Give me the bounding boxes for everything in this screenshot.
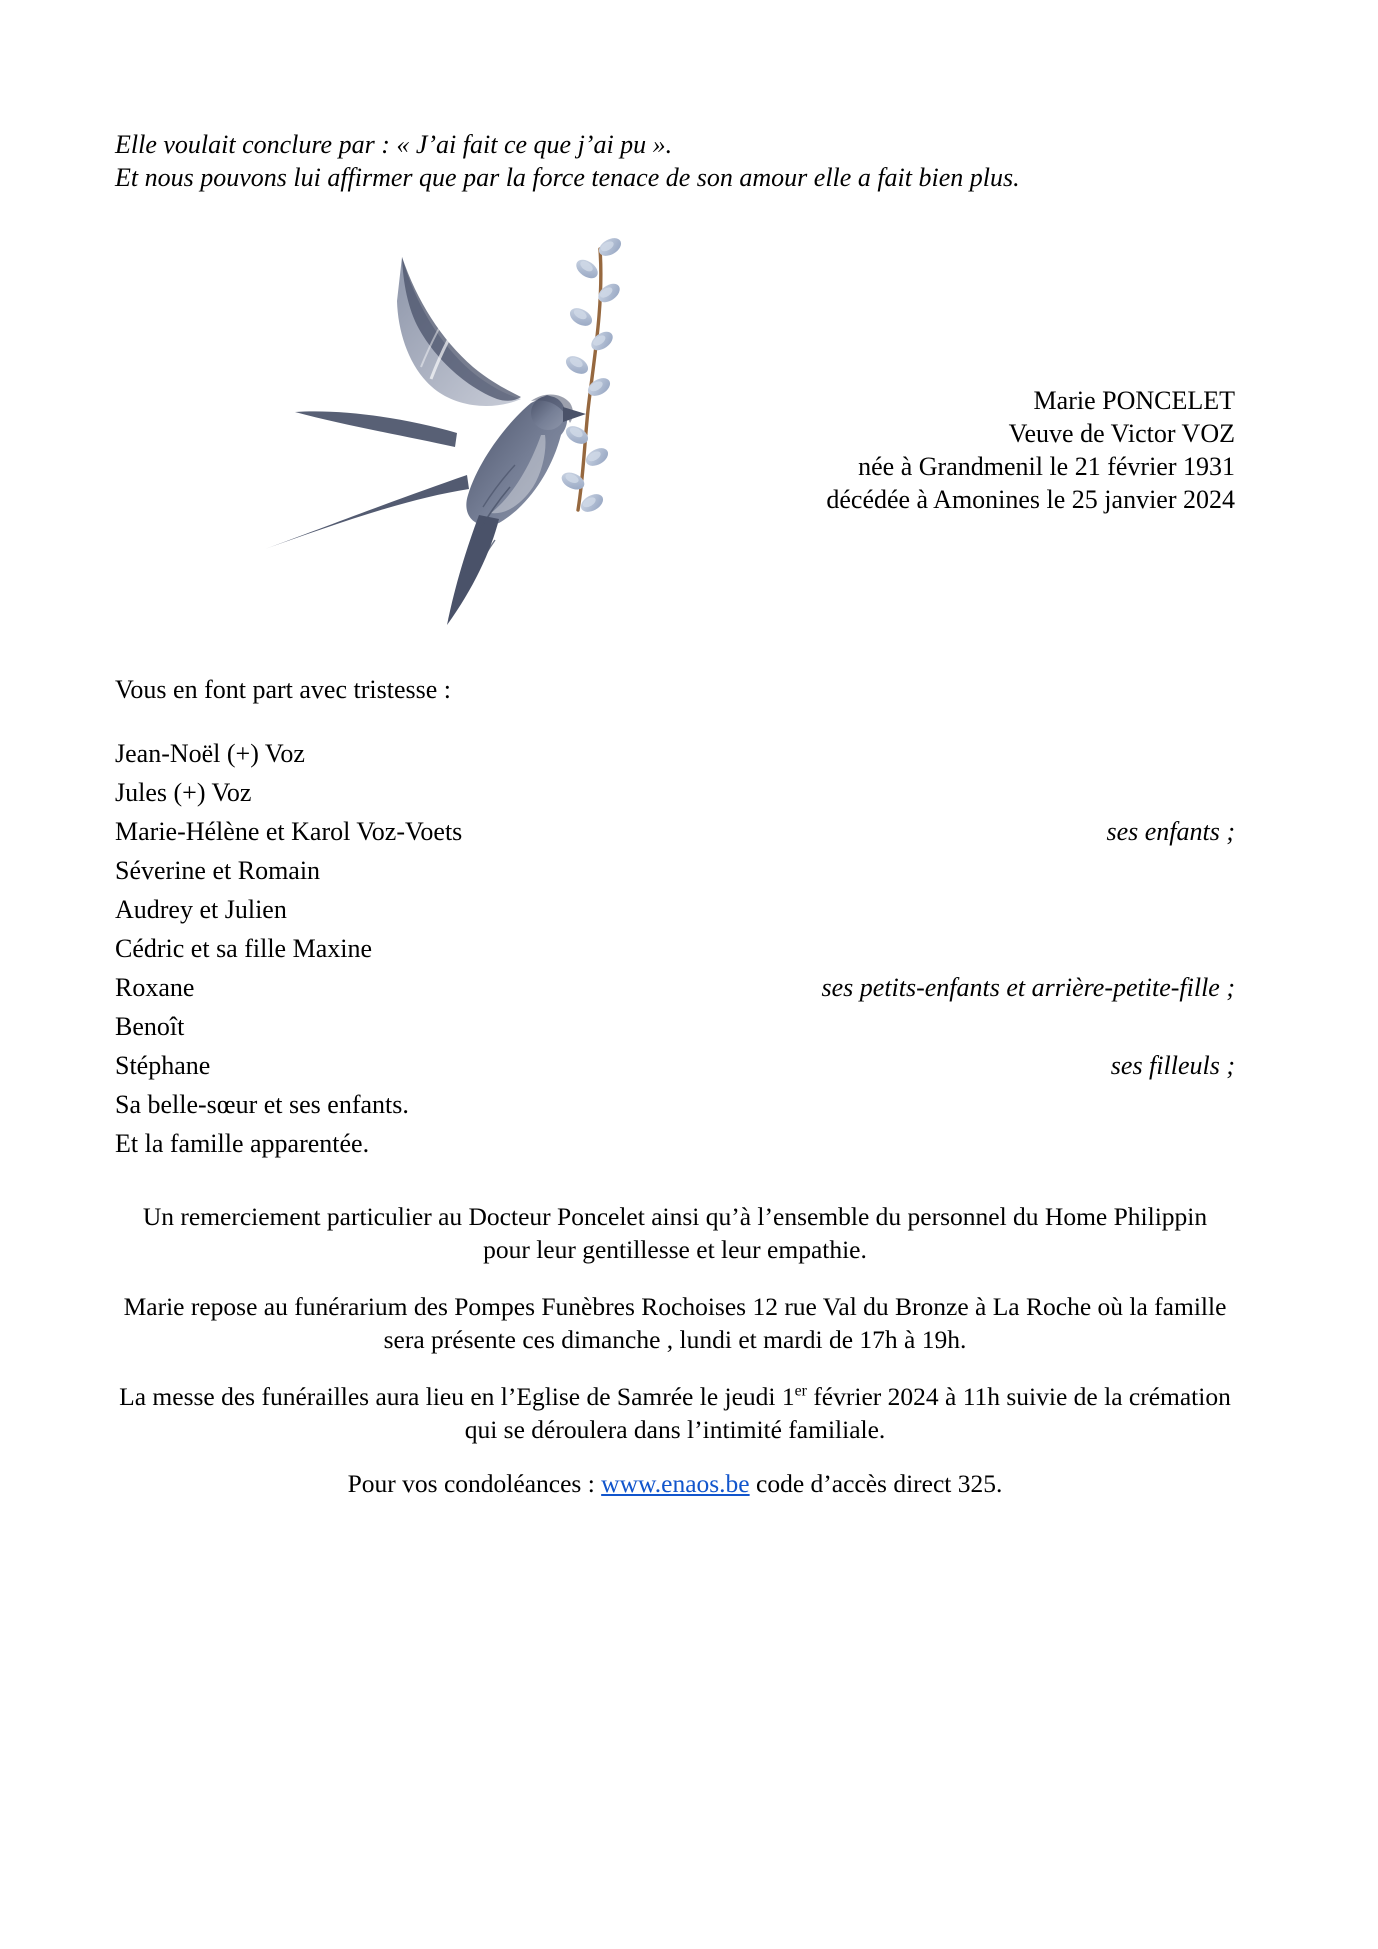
deceased-birth: née à Grandmenil le 21 février 1931 (858, 452, 1235, 481)
deceased-info (826, 384, 1235, 516)
deceased-name: Marie PONCELET (1033, 386, 1235, 415)
mourner-names: Stéphane (115, 1051, 211, 1080)
funeral-line-1-before: La messe des funérailles aura lieu en l’Eglise de Samrée le jeudi 1 (119, 1382, 795, 1411)
mourner-row (115, 812, 1235, 851)
mourner-names: Jules (+) Voz (115, 778, 252, 807)
mourner-row (115, 851, 1235, 890)
mourner-row (115, 968, 1235, 1007)
mourner-row (115, 1085, 1235, 1124)
mourner-names: Et la famille apparentée. (115, 1129, 370, 1158)
opening-quote-line-2: Et nous pouvons lui affirmer que par la force tenace de son amour elle a fait bien plus. (115, 163, 1020, 192)
mourner-names: Audrey et Julien (115, 895, 287, 924)
swallow-pussy-willow-illustration (225, 235, 655, 665)
memorial-artwork (225, 235, 655, 665)
opening-quote-line-1: Elle voulait conclure par : « J’ai fait ce que j’ai pu ». (115, 130, 673, 159)
mourner-names: Roxane (115, 973, 195, 1002)
mourner-names: Sa belle-sœur et ses enfants. (115, 1090, 409, 1119)
mourner-row (115, 1124, 1235, 1163)
repose-line-1: Marie repose au funérarium des Pompes Funèbres Rochoises 12 rue Val du Bronze à La Roche où la famille (123, 1292, 1227, 1321)
repose-line-2: sera présente ces dimanche , lundi et mardi de 17h à 19h. (383, 1325, 967, 1354)
repose-paragraph (115, 1290, 1235, 1356)
wing (397, 257, 521, 406)
mourner-row (115, 734, 1235, 773)
funeral-line-1-after: février 2024 à 11h suivie de la crémation (806, 1382, 1231, 1411)
funeral-line-1 (115, 1380, 1235, 1413)
announcement-heading: Vous en font part avec tristesse : (115, 675, 451, 704)
relationship-label: ses enfants ; (1106, 817, 1235, 846)
condolences-prefix: Pour vos condoléances : (347, 1469, 602, 1498)
mourner-row (115, 773, 1235, 812)
thanks-line-2: pour leur gentillesse et leur empathie. (483, 1235, 867, 1264)
mourners-list (115, 734, 1235, 1163)
relationship-label: ses petits-enfants et arrière-petite-fille ; (821, 973, 1235, 1002)
mourner-names: Marie-Hélène et Karol Voz-Voets (115, 817, 463, 846)
mourner-row (115, 1046, 1235, 1085)
ordinal-superscript: er (794, 1382, 807, 1400)
opening-quote (115, 128, 1020, 194)
mourner-names: Séverine et Romain (115, 856, 321, 885)
mourner-names: Cédric et sa fille Maxine (115, 934, 373, 963)
condolences-suffix: code d’accès direct 325. (749, 1469, 1003, 1498)
condolences-line (115, 1467, 1235, 1500)
mourner-row (115, 929, 1235, 968)
pussy-willow-branch (559, 235, 624, 515)
tail-streamer-upper (295, 411, 457, 447)
swallow-bird (265, 257, 586, 625)
relationship-label: ses filleuls ; (1110, 1051, 1235, 1080)
mourner-names: Benoît (115, 1012, 185, 1041)
condolences-link[interactable]: www.enaos.be (601, 1469, 750, 1498)
mourner-row (115, 890, 1235, 929)
beak (563, 407, 586, 422)
deceased-relation: Veuve de Victor VOZ (1008, 419, 1235, 448)
thanks-line-1: Un remerciement particulier au Docteur Poncelet ainsi qu’à l’ensemble du personnel du Home Philippin (142, 1202, 1208, 1231)
deceased-death: décédée à Amonines le 25 janvier 2024 (826, 485, 1235, 514)
tail-streamer-lower (265, 475, 469, 549)
mourner-row (115, 1007, 1235, 1046)
funeral-line-2: qui se déroulera dans l’intimité familiale. (464, 1415, 886, 1444)
thanks-paragraph (115, 1200, 1235, 1266)
condolences-paragraph (115, 1467, 1235, 1500)
mourner-names: Jean-Noël (+) Voz (115, 739, 305, 768)
funeral-paragraph (115, 1380, 1235, 1446)
